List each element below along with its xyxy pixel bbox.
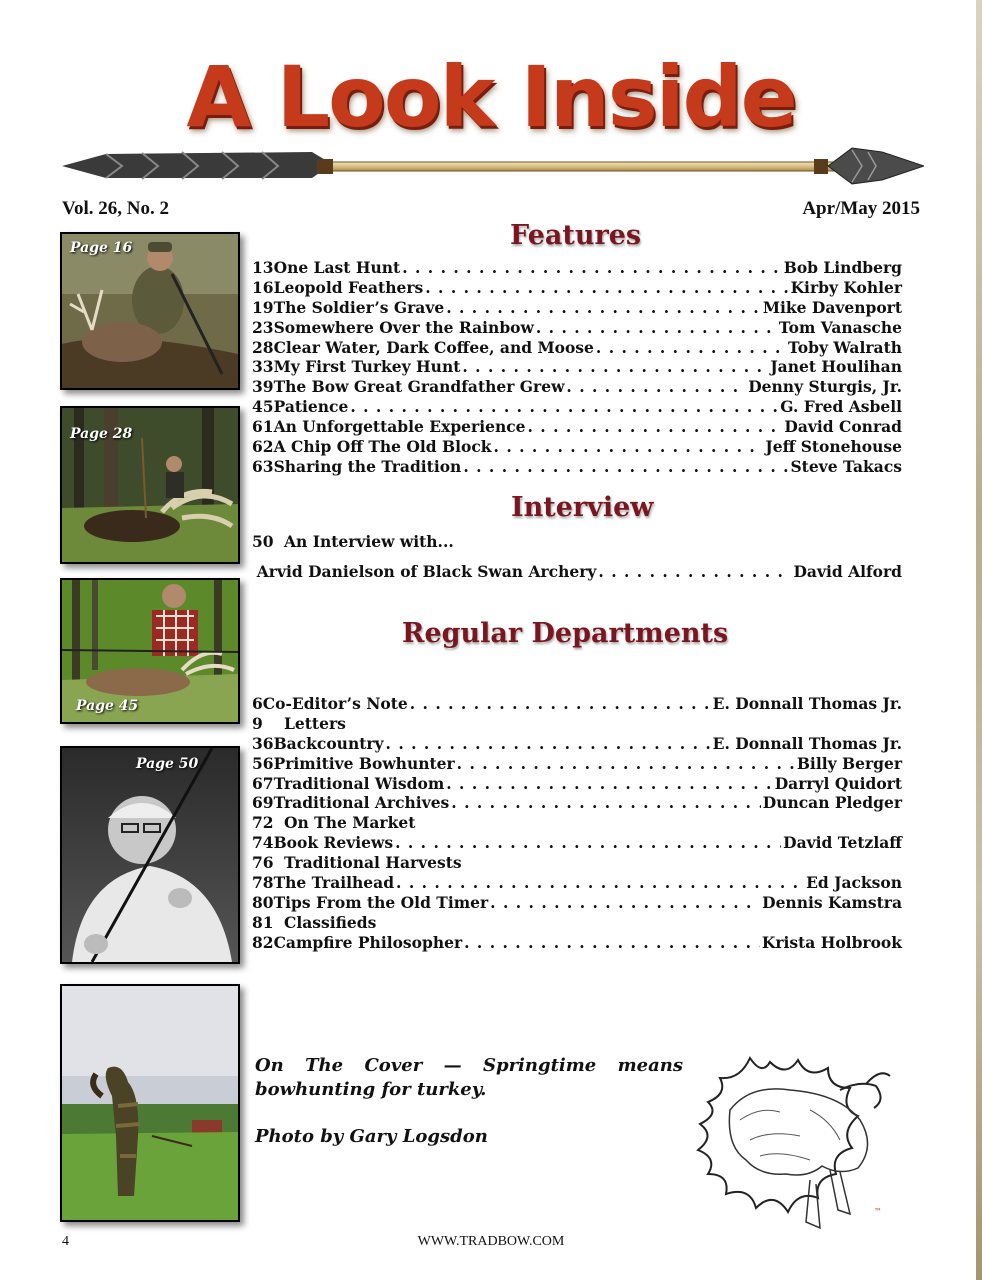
dot-leader xyxy=(386,734,711,753)
toc-title: One Last Hunt xyxy=(273,258,401,277)
dot-leader xyxy=(425,278,788,297)
toc-page-number: 67 xyxy=(252,773,274,793)
toc-author: Bob Lindberg xyxy=(783,258,902,277)
photo-caption: Page 16 xyxy=(70,240,133,256)
cover-photo-credit: Photo by Gary Logsdon xyxy=(255,1126,488,1147)
dot-leader xyxy=(490,893,760,912)
toc-page-number: 82 xyxy=(252,932,274,952)
photo-caption: Page 45 xyxy=(76,698,139,714)
dot-leader xyxy=(536,318,777,337)
toc-page-number: 74 xyxy=(252,833,274,853)
toc-entry xyxy=(252,893,902,913)
features-list xyxy=(252,258,902,477)
toc-author: Tom Vanasche xyxy=(778,317,902,337)
toc-title: Leopold Feathers xyxy=(273,277,424,297)
toc-author: Janet Houlihan xyxy=(770,357,902,377)
toc-title: Backcountry xyxy=(273,733,384,753)
toc-page-number: 23 xyxy=(252,317,274,337)
toc-author: E. Donnall Thomas Jr. xyxy=(712,694,902,713)
toc-entry xyxy=(252,318,902,338)
toc-author: Krista Holbrook xyxy=(761,932,902,952)
dot-leader xyxy=(410,694,711,713)
photo-caption: Page 50 xyxy=(136,756,199,772)
toc-page-number: 16 xyxy=(252,277,274,297)
dot-leader xyxy=(451,793,760,812)
toc-entry xyxy=(252,754,902,774)
toc-page-number: 13 xyxy=(252,258,274,277)
toc-author: Mike Davenport xyxy=(762,297,902,317)
dot-leader xyxy=(596,338,786,357)
toc-entry xyxy=(252,873,902,893)
toc-page-number: 61 xyxy=(252,417,274,437)
trademark-symbol: ™ xyxy=(874,1207,882,1216)
toc-page-number: 36 xyxy=(252,733,274,753)
toc-author: Billy Berger xyxy=(796,753,902,773)
toc-title: An Unforgettable Experience xyxy=(273,417,526,437)
toc-author: Steve Takacs xyxy=(790,456,902,476)
toc-page-number: 33 xyxy=(252,357,274,377)
toc-title: On The Market xyxy=(284,813,416,833)
toc-title: A Chip Off The Old Block xyxy=(273,437,492,457)
toc-title: The Bow Great Grandfather Grew xyxy=(273,377,565,397)
interview-heading: Interview xyxy=(511,492,654,523)
interview-intro: An Interview with... xyxy=(284,532,454,551)
toc-page-number: 6 xyxy=(252,694,263,713)
toc-author: David Conrad xyxy=(784,417,902,437)
toc-entry xyxy=(252,913,902,933)
toc-page-number: 72 xyxy=(252,813,274,833)
toc-page-number: 9 xyxy=(252,713,263,733)
dot-leader xyxy=(396,873,804,892)
dot-leader xyxy=(395,833,781,852)
toc-title: Traditional Harvests xyxy=(284,853,462,873)
toc-entry xyxy=(252,377,902,397)
departments-heading: Regular Departments xyxy=(402,618,729,649)
interview-author: David Alford xyxy=(793,561,902,581)
volume-number: Vol. 26, No. 2 xyxy=(62,198,169,219)
toc-page-number: 69 xyxy=(252,793,274,813)
toc-entry xyxy=(252,338,902,358)
dot-leader xyxy=(528,417,783,436)
toc-title: Classifieds xyxy=(284,912,377,932)
photo-page-28 xyxy=(60,406,240,564)
cover-photo xyxy=(60,984,240,1222)
toc-entry xyxy=(252,933,902,953)
toc-page-number: 63 xyxy=(252,456,274,476)
dot-leader xyxy=(402,258,782,277)
dot-leader xyxy=(566,377,746,396)
toc-page-number: 19 xyxy=(252,297,274,317)
toc-title: Campfire Philosopher xyxy=(273,932,463,952)
toc-entry xyxy=(252,714,902,734)
toc-title: Traditional Wisdom xyxy=(273,773,445,793)
dot-leader xyxy=(457,754,795,773)
issue-date: Apr/May 2015 xyxy=(802,198,920,219)
page-edge xyxy=(976,0,982,1280)
toc-entry xyxy=(252,437,902,457)
toc-title: The Trailhead xyxy=(273,873,395,893)
toc-title: Primitive Bowhunter xyxy=(273,753,455,773)
toc-page-number: 45 xyxy=(252,397,274,417)
toc-page-number: 56 xyxy=(252,753,274,773)
toc-entry xyxy=(252,258,902,278)
toc-title: Letters xyxy=(284,713,346,733)
dot-leader xyxy=(462,357,768,376)
toc-author: G. Fred Asbell xyxy=(780,397,902,417)
toc-title: Book Reviews xyxy=(273,833,394,853)
toc-author: David Tetzlaff xyxy=(783,833,902,853)
toc-entry xyxy=(252,734,902,754)
dot-leader xyxy=(446,298,761,317)
buffalo-arrowhead-logo-icon xyxy=(690,1050,900,1232)
photo-page-45 xyxy=(60,578,240,724)
toc-author: Toby Walrath xyxy=(788,337,902,357)
features-heading: Features xyxy=(510,220,642,251)
toc-author: Ed Jackson xyxy=(806,873,902,893)
dot-leader xyxy=(598,562,791,581)
arrow-divider-icon xyxy=(62,140,924,192)
interview-title: Arvid Danielson of Black Swan Archery xyxy=(256,561,597,581)
toc-entry xyxy=(252,417,902,437)
toc-title: Traditional Archives xyxy=(273,793,450,813)
toc-entry xyxy=(252,813,902,833)
toc-page-number: 80 xyxy=(252,892,274,912)
toc-page-number: 76 xyxy=(252,853,274,873)
toc-title: My First Turkey Hunt xyxy=(273,357,461,377)
toc-entry xyxy=(252,694,902,714)
toc-page-number: 81 xyxy=(252,912,274,932)
cover-description: On The Cover — Springtime means bowhunting for turkey. xyxy=(255,1055,683,1100)
toc-title: Clear Water, Dark Coffee, and Moose xyxy=(273,337,594,357)
toc-entry xyxy=(252,853,902,873)
toc-author: Denny Sturgis, Jr. xyxy=(748,377,902,397)
toc-author: Duncan Pledger xyxy=(762,793,902,813)
photo-page-16 xyxy=(60,232,240,390)
toc-author: Jeff Stonehouse xyxy=(765,437,902,457)
toc-title: Co-Editor’s Note xyxy=(262,694,408,713)
toc-entry xyxy=(252,278,902,298)
website-url: WWW.TRADBOW.COM xyxy=(417,1234,565,1249)
toc-entry xyxy=(252,774,902,794)
toc-page-number: 28 xyxy=(252,337,274,357)
interview-page: 50 xyxy=(252,532,274,551)
toc-title: Sharing the Tradition xyxy=(273,456,462,476)
toc-page-number: 39 xyxy=(252,377,274,397)
toc-title: Somewhere Over the Rainbow xyxy=(273,317,534,337)
toc-entry xyxy=(252,793,902,813)
toc-page-number: 78 xyxy=(252,873,274,893)
dot-leader xyxy=(464,933,760,952)
photo-caption: Page 28 xyxy=(70,426,133,442)
departments-list xyxy=(252,694,902,953)
photo-page-50 xyxy=(60,746,240,964)
toc-title: Patience xyxy=(273,397,349,417)
toc-entry xyxy=(252,397,902,417)
page-number: 4 xyxy=(62,1234,69,1249)
toc-author: Darryl Quidort xyxy=(774,773,902,793)
toc-author: E. Donnall Thomas Jr. xyxy=(712,733,902,753)
toc-author: Dennis Kamstra xyxy=(762,892,902,912)
toc-title: Tips From the Old Timer xyxy=(273,892,489,912)
page-title: A Look Inside xyxy=(186,48,796,146)
interview-entry xyxy=(252,532,902,582)
dot-leader xyxy=(446,774,772,793)
toc-entry xyxy=(252,457,902,477)
dot-leader xyxy=(494,437,764,456)
toc-entry xyxy=(252,298,902,318)
toc-entry xyxy=(252,833,902,853)
dot-leader xyxy=(463,457,788,476)
dot-leader xyxy=(350,397,778,416)
toc-page-number: 62 xyxy=(252,437,274,457)
toc-title: The Soldier’s Grave xyxy=(273,297,445,317)
toc-entry xyxy=(252,357,902,377)
toc-author: Kirby Kohler xyxy=(790,277,902,297)
